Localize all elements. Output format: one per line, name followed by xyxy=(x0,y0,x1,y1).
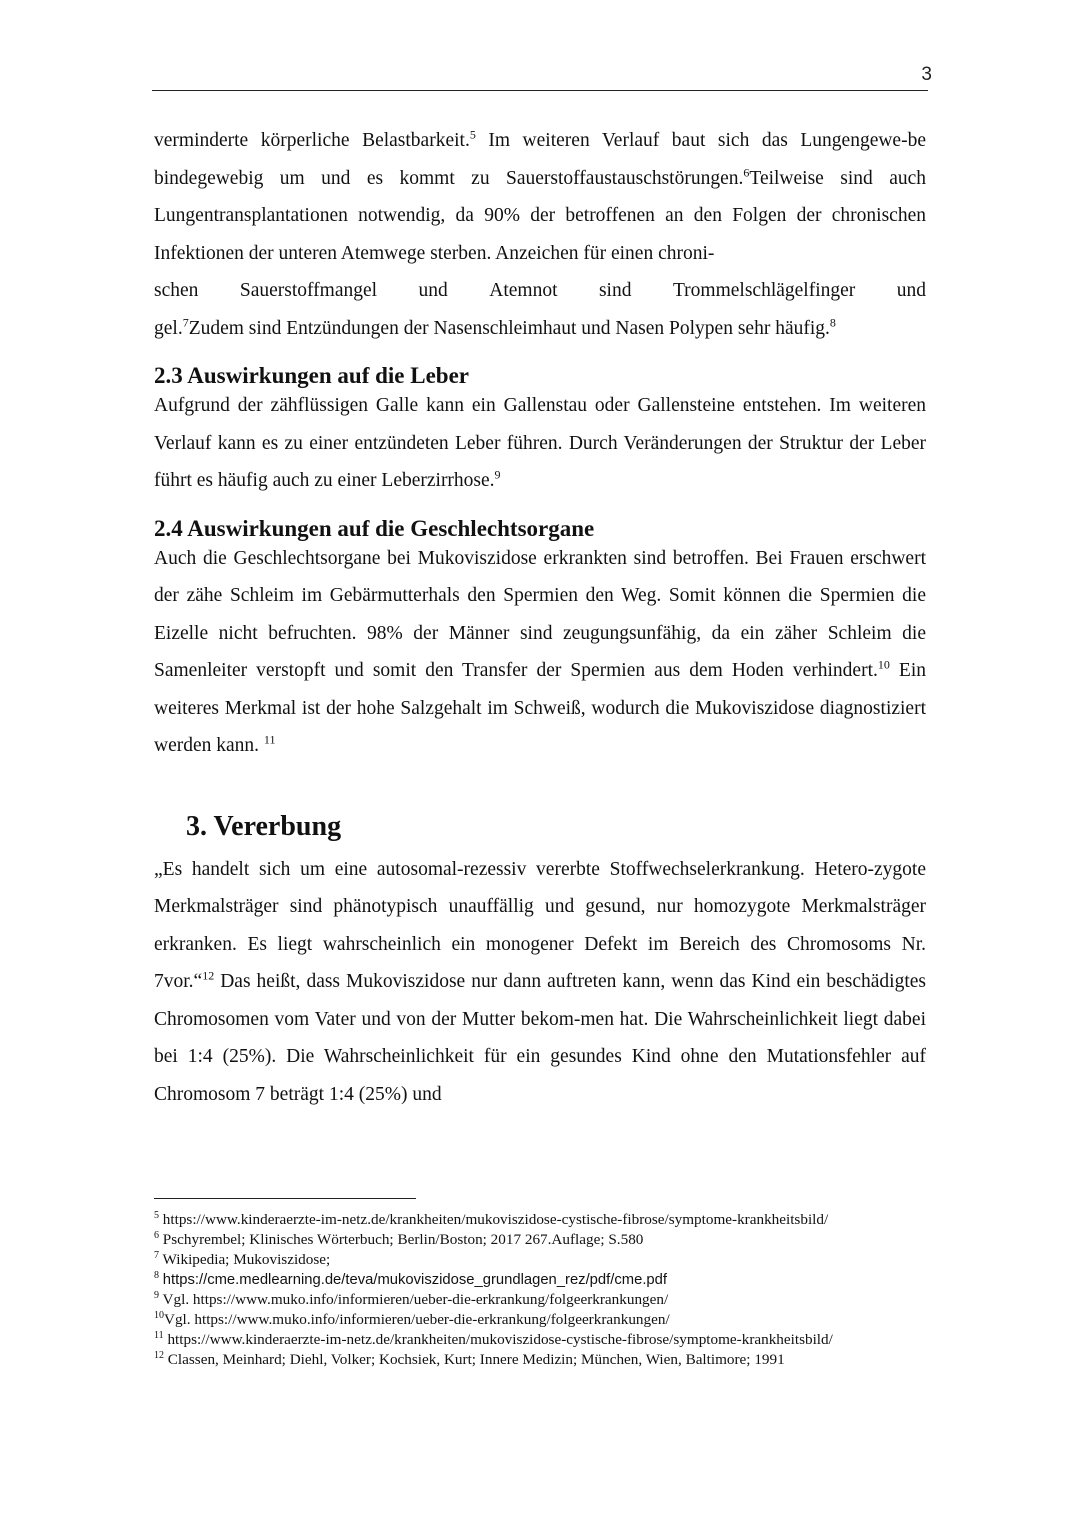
footnote-number: 10 xyxy=(154,1309,164,1321)
footnote-6 xyxy=(154,1230,934,1250)
intro-paragraph-2 xyxy=(154,310,926,348)
section-2-4-text xyxy=(154,540,926,765)
footnote-text[interactable]: Vgl. https://www.muko.info/informieren/ueber-die-erkrankung/folgeerkrankungen/ xyxy=(164,1311,670,1328)
footnote-11 xyxy=(154,1330,934,1350)
footnote-9 xyxy=(154,1290,934,1310)
footnote-number: 6 xyxy=(154,1229,159,1241)
footnote-number: 9 xyxy=(154,1289,159,1301)
intro-text-2: Im weiteren Verlauf baut sich das Lungengewe- xyxy=(475,130,908,151)
intro-word: Atemnot xyxy=(489,280,558,301)
footnote-7 xyxy=(154,1250,934,1270)
footnote-text: Wikipedia; Mukoviszidose; xyxy=(162,1251,331,1268)
footnote-separator xyxy=(154,1198,416,1199)
footnote-number: 7 xyxy=(154,1249,159,1261)
intro-text-5: auch Lungentransplantationen notwendig, da 90% der betroffenen an den Folgen der chronischen Infektionen der unteren Atemwege sterben. Anzeichen für einen chroni- xyxy=(154,167,927,264)
footnote-text[interactable]: https://www.kinderaerzte-im-netz.de/krankheiten/mukoviszidose-cystische-fibrose/symptome-krankheitsbild/ xyxy=(162,1211,829,1228)
footnotes xyxy=(154,1210,934,1370)
section-3-text xyxy=(154,851,926,1114)
intro-text-7: Zudem sind Entzündungen der Nasenschleimhaut und Nasen Polypen sehr häufig. xyxy=(188,317,830,339)
page-number: 3 xyxy=(921,64,932,85)
footnote-number: 5 xyxy=(154,1209,159,1221)
header-rule xyxy=(152,90,928,91)
intro-text-1: verminderte körperliche Belastbarkeit. xyxy=(154,130,470,151)
footnote-ref-7[interactable]: 7 xyxy=(182,315,189,329)
section-2-4-body-a: Auch die Geschlechtsorgane bei Mukoviszidose erkrankten sind betroffen. Bei Frauen erschwert der zähe Schleim im Gebärmutterhals den Spermien den Weg. Somit können die Spermien die Eizelle nicht befruchten. 98% der Männer sind zeugungsunfähig, da ein zäher Schleim die Samenleiter verstopft und somit den Transfer der Spermien aus dem Hoden verhindert. xyxy=(154,547,926,681)
footnote-text: Pschyrembel; Klinisches Wörterbuch; Berlin/Boston; 2017 267.Auflage; S.580 xyxy=(162,1231,644,1248)
footnote-text[interactable]: Vgl. https://www.muko.info/informieren/ueber-die-erkrankung/folgeerkrankungen/ xyxy=(162,1291,669,1308)
intro-text-4: Teilweise sind xyxy=(749,167,873,189)
footnote-text[interactable]: https://cme.medlearning.de/teva/mukoviszidose_grundlagen_rez/pdf/cme.pdf xyxy=(162,1272,667,1288)
footnote-text[interactable]: https://www.kinderaerzte-im-netz.de/krankheiten/mukoviszidose-cystische-fibrose/symptome-krankheitsbild/ xyxy=(167,1331,833,1348)
intro-text-6: gel. xyxy=(154,317,183,339)
footnote-ref-10[interactable]: 10 xyxy=(877,657,890,672)
footnote-ref-9[interactable]: 9 xyxy=(494,467,501,482)
intro-spaced-line xyxy=(154,272,926,310)
footnote-number: 11 xyxy=(154,1329,164,1341)
intro-word: schen xyxy=(154,280,199,301)
section-2-3-text xyxy=(154,387,926,500)
section-2-4-heading: 2.4 Auswirkungen auf die Geschlechtsorgane xyxy=(154,515,595,541)
footnote-ref-11[interactable]: 11 xyxy=(263,732,276,747)
section-2-4-body-b: Ein weiteres Merkmal ist der hohe Salzgehalt im Schweiß, wodurch die Mukoviszidose diagnostiziert werden kann. xyxy=(154,660,926,756)
footnote-10 xyxy=(154,1310,934,1330)
footnote-8 xyxy=(154,1270,934,1290)
section-2-3-heading: 2.3 Auswirkungen auf die Leber xyxy=(154,363,470,388)
footnote-12 xyxy=(154,1350,934,1370)
footnote-number: 12 xyxy=(154,1349,164,1361)
footnote-text: Classen, Meinhard; Diehl, Volker; Kochsiek, Kurt; Innere Medizin; München, Wien, Baltimore; 1991 xyxy=(167,1351,785,1368)
intro-word: Trommelschlägelfinger xyxy=(672,280,856,301)
footnote-ref-12[interactable]: 12 xyxy=(202,968,215,983)
section-2-3-body: Aufgrund der zähflüssigen Galle kann ein Gallenstau oder Gallensteine entstehen. Im weiteren Verlauf kann es zu einer entzündeten Leber führen. Durch Veränderungen der Struktur der Leber führt es häufig auch zu einer Leberzirrhose. xyxy=(154,395,926,491)
footnote-ref-6[interactable]: 6 xyxy=(743,165,750,179)
intro-paragraph-1 xyxy=(154,122,926,272)
section-3-body-b: Das heißt, dass Mukoviszidose nur dann auftreten kann, wenn das Kind ein beschädigtes Chromosomen vom Vater und von der Mutter bekom-men hat. Die Wahrscheinlichkeit liegt dabei bei 1:4 (25%). Die Wahrscheinlichkeit für ein gesundes Kind ohne den Mutationsfehler auf Chromosom 7 beträgt 1:4 (25%) und xyxy=(154,971,926,1105)
intro-word: sind xyxy=(598,280,632,301)
footnote-5 xyxy=(154,1210,934,1230)
section-3-heading: 3. Vererbung xyxy=(186,810,342,842)
footnote-ref-8[interactable]: 8 xyxy=(829,315,836,329)
footnote-number: 8 xyxy=(154,1269,159,1281)
footnote-ref-5[interactable]: 5 xyxy=(469,127,476,142)
intro-word: und xyxy=(418,280,448,301)
intro-text-3: be bindegewebig um und es kommt zu Sauerstoffaustauschstörungen. xyxy=(154,130,926,189)
intro-word: und xyxy=(896,280,926,301)
intro-word: Sauerstoffmangel xyxy=(239,280,378,301)
page-content xyxy=(154,122,926,1113)
section-3-body-a: „Es handelt sich um eine autosomal-rezessiv vererbte Stoffwechselerkrankung. Hetero-zygote Merkmalsträger sind phänotypisch unauffällig und gesund, nur homozygote Merkmalsträger erkranken. Es liegt wahrscheinlich ein monogener Defekt im Bereich des Chromosoms Nr. 7vor.“ xyxy=(154,858,926,992)
